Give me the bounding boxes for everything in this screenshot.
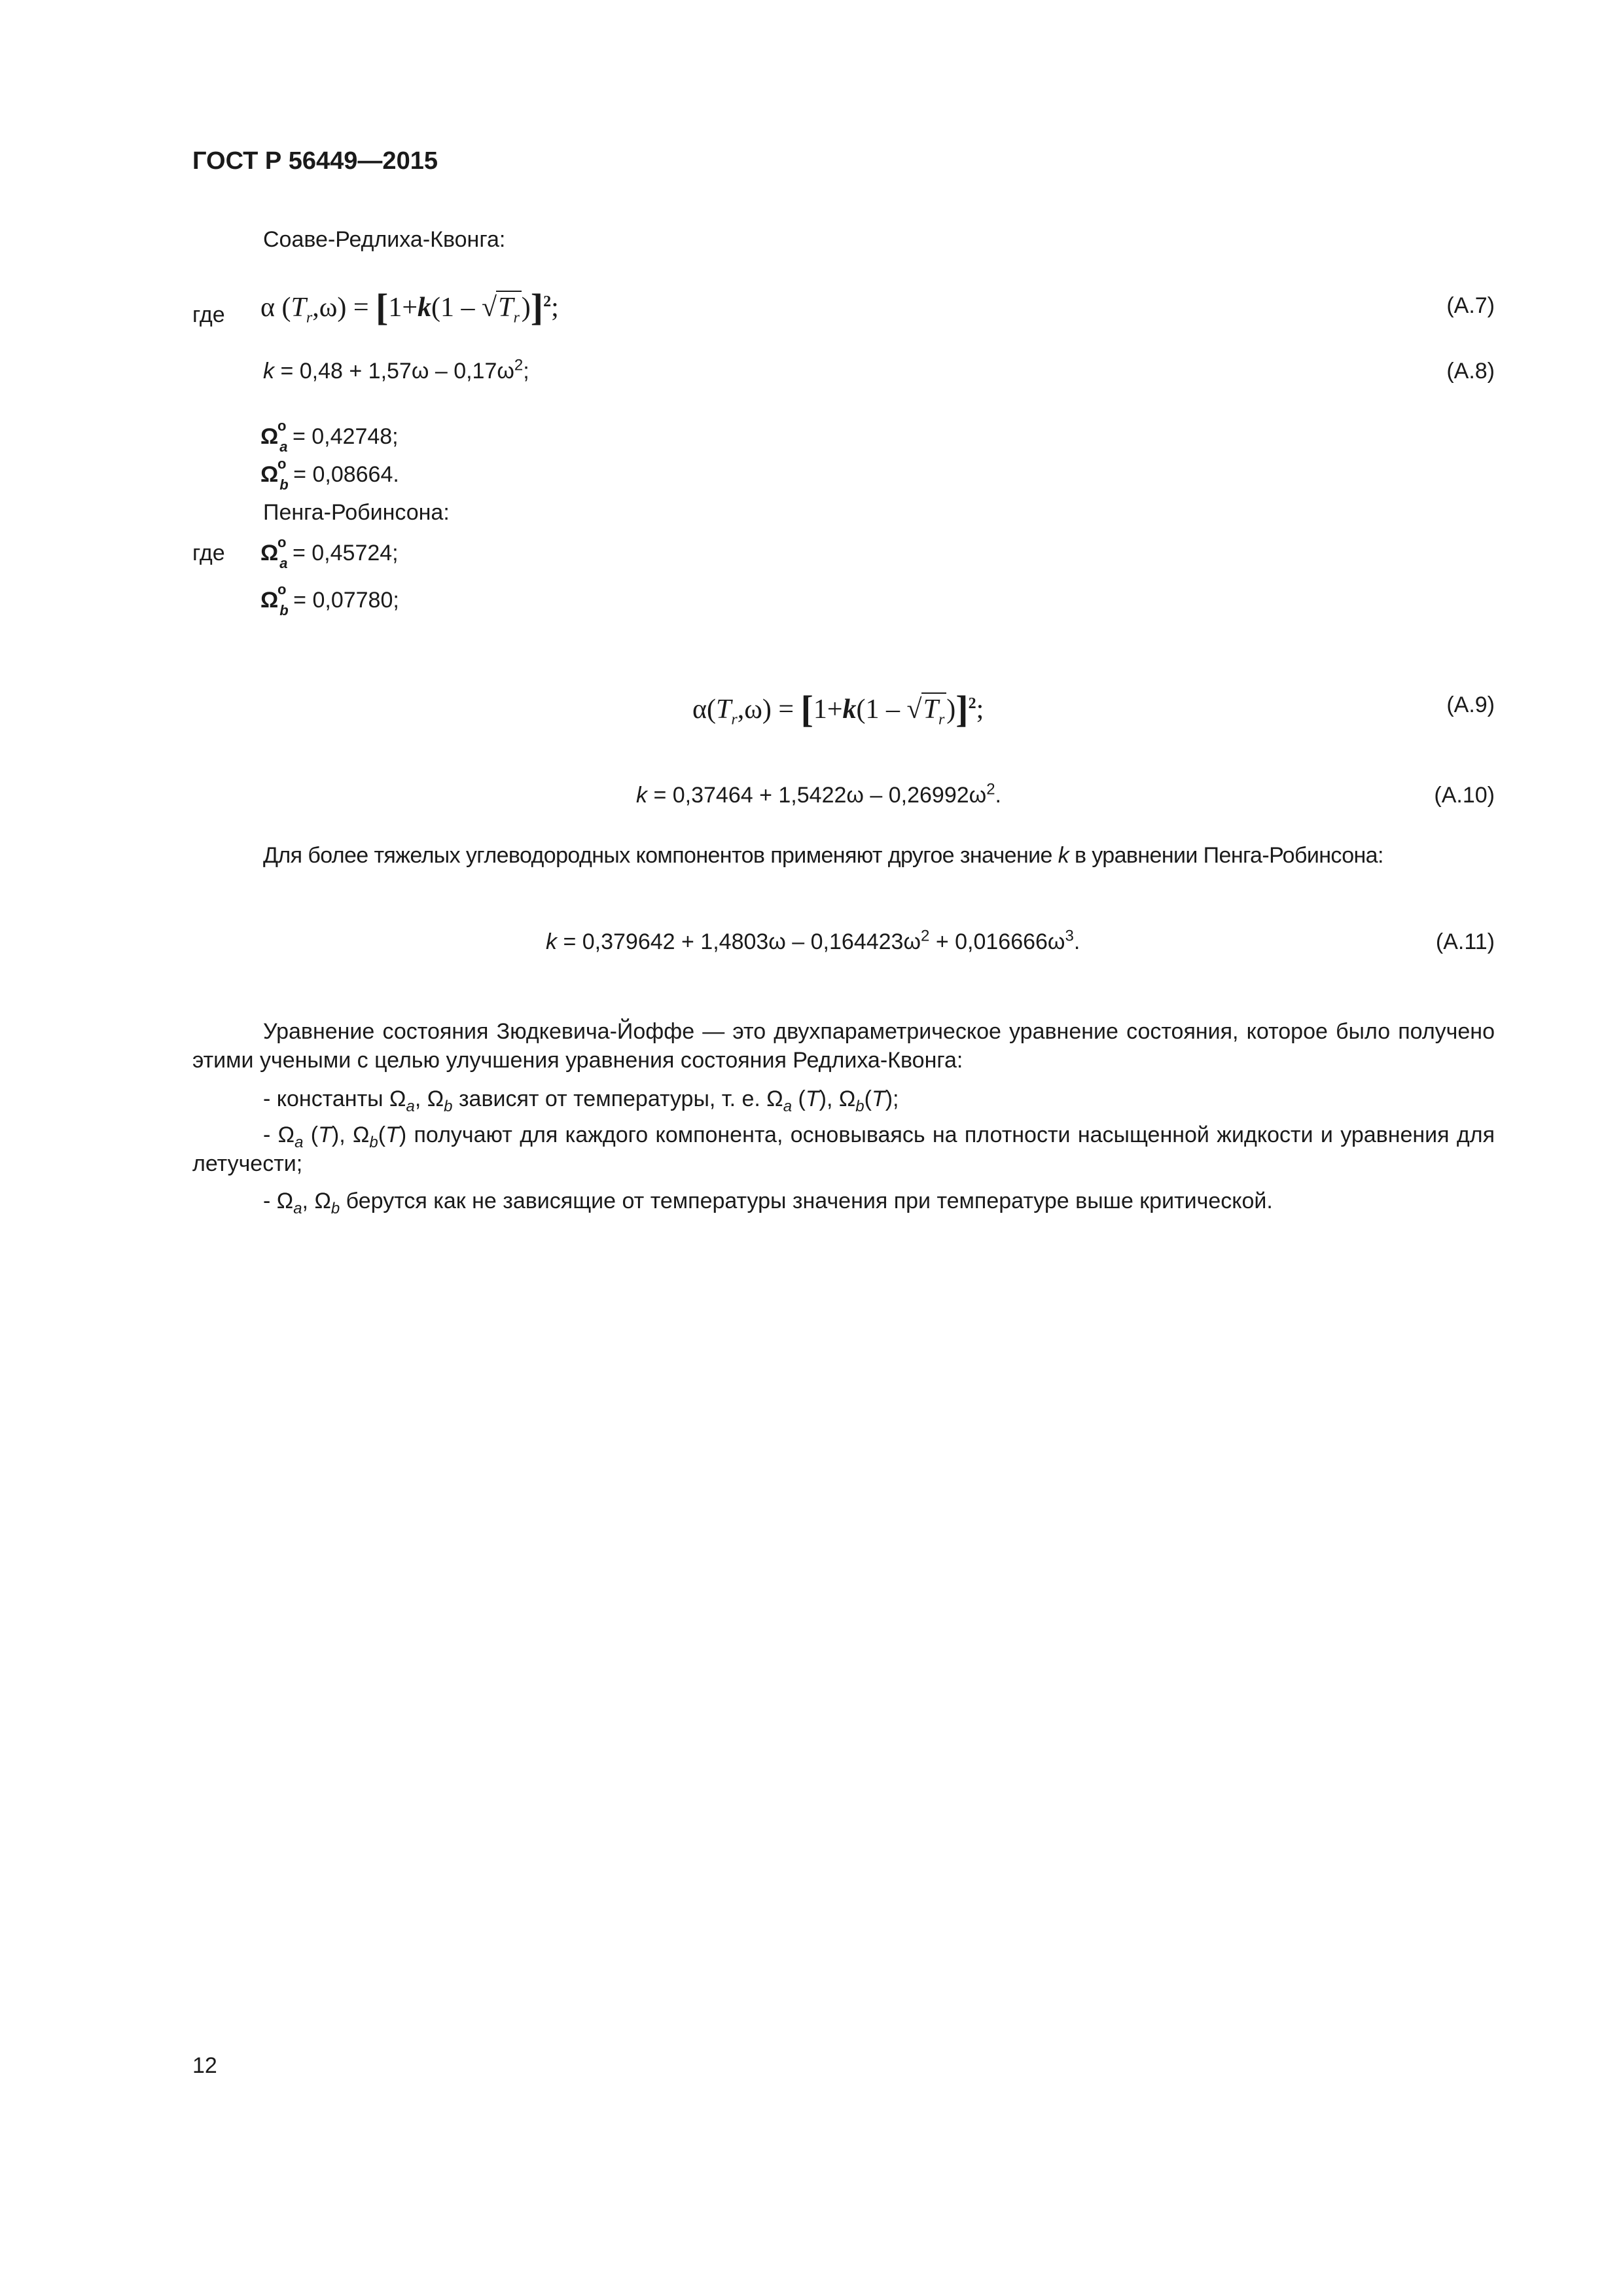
omega-a-srk: Ω o $_a$ = 0,42748; <box>260 418 399 455</box>
eq11-k: k <box>546 929 557 954</box>
eq11-mid: + 0,016666ω <box>929 929 1065 954</box>
soave-heading: Соаве-Редлиха-Квонга: <box>263 227 506 252</box>
omega-b-srk: Ω o $_b$ = 0,08664. <box>260 456 399 493</box>
zudkevich-paragraph: Уравнение состояния Зюдкевича-Йоффе — это двухпараметрическое уравнение состояния, которое было получено этими учеными с целью улучшения уравнения состояния Редлиха-Квонга: <box>192 1019 1495 1073</box>
omega-a-srk-value: = 0,42748; <box>286 424 399 449</box>
bullet-1-mid: зависят от температуры, т. е. Ω <box>452 1086 783 1111</box>
standard-header: ГОСТ Р 56449—2015 <box>192 147 438 175</box>
omega-b-pr: Ω o $_b$ = 0,07780; <box>260 581 399 619</box>
omega-b-srk-value: = 0,08664. <box>287 462 399 487</box>
where-label-2: где <box>192 541 225 565</box>
bullet-1-prefix: - константы Ω <box>263 1086 406 1111</box>
eq-number-a9: (А.9) <box>1446 692 1495 717</box>
equation-a9: $\alpha(T_r,\omega) = [1+k(1 - √T_r)]^2$; <box>692 688 984 730</box>
heavy-components-text <box>263 843 1383 869</box>
eq10-k: k <box>636 783 647 808</box>
page-number: 12 <box>192 2053 217 2078</box>
eq-number-a7: (А.7) <box>1446 293 1495 318</box>
omega-a-pr: Ω o $_a$ = 0,45724; <box>260 534 399 571</box>
equation-a10: $k = 0,37464 + 1,5422\omega - 0,26992\omega^2$. <box>636 780 1001 808</box>
eq-number-a8: (А.8) <box>1446 359 1495 384</box>
heavy-text-before: Для более тяжелых углеводородных компонентов применяют другое значение <box>263 843 1058 868</box>
eq11-rhs: = 0,379642 + 1,4803ω – 0,164423ω <box>557 929 921 954</box>
eq-number-a11: (А.11) <box>1435 929 1495 954</box>
equation-a8: $k = 0,48 + 1,57\omega - 0,17\omega^2$; <box>263 356 529 384</box>
equation-a11: $k = 0,379642 + 1,4803\omega - 0,164423\omega^2 + 0,016666\omega^3$. <box>546 927 1080 954</box>
eq11-end: . <box>1073 929 1080 954</box>
bullet-2-prefix: - Ω <box>263 1122 295 1147</box>
bullet-2: - $\Omega_a$ (T), $\Omega_b(T)$ получают для каждого компонента, основываясь на плотности насыщенной жидкости и уравнения для летучести; <box>192 1122 1495 1176</box>
eq8-rhs: = 0,48 + 1,57ω – 0,17ω <box>274 359 514 384</box>
heavy-k: k <box>1058 843 1069 868</box>
omega-b-pr-value: = 0,07780; <box>287 588 399 613</box>
eq10-rhs: = 0,37464 + 1,5422ω – 0,26992ω <box>647 783 987 808</box>
heavy-text-after: в уравнении Пенга-Робинсона: <box>1069 843 1383 868</box>
peng-heading: Пенга-Робинсона: <box>263 500 450 525</box>
bullet-3-mid: берутся как не зависящие от температуры значения при температуре выше критической. <box>340 1189 1273 1213</box>
equation-a7: α $(T_r,\omega) = [1+k(1 - √T_r)]^2$; <box>260 286 559 329</box>
omega-a-pr-value: = 0,45724; <box>286 541 399 565</box>
where-label-1: где <box>192 302 225 327</box>
eq-number-a10: (А.10) <box>1434 783 1495 808</box>
eq10-end: . <box>995 783 1001 808</box>
eq8-end: ; <box>523 359 529 384</box>
bullet-2-mid: получают для каждого компонента, основываясь на плотности насыщенной жидкости и уравнения для летучести; <box>192 1122 1495 1176</box>
eq8-k: k <box>263 359 274 384</box>
bullet-1: - константы $\Omega_a$, $\Omega_b$ зависят от температуры, т. е. $\Omega_a$ (T), $\Omega_b(T)$; <box>263 1086 899 1115</box>
bullet-3: - $\Omega_a$, $\Omega_b$ берутся как не зависящие от температуры значения при температуре выше критической. <box>263 1189 1273 1217</box>
bullet-3-prefix: - Ω <box>263 1189 294 1213</box>
